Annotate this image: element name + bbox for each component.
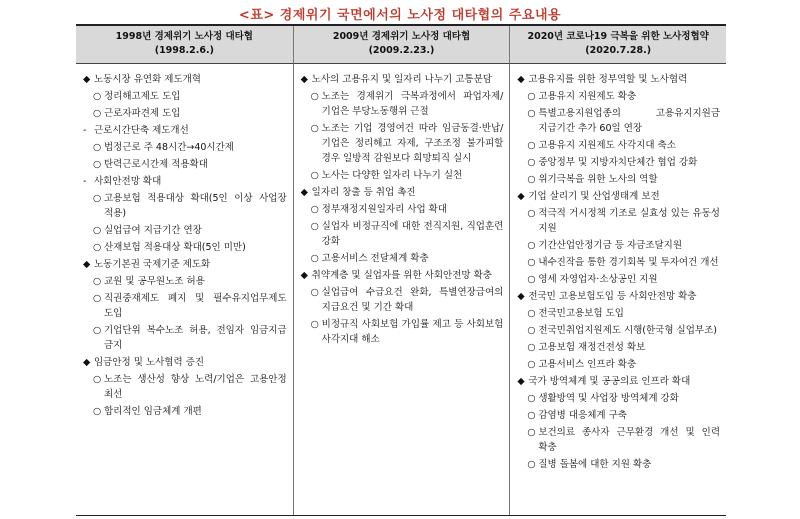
circle-bullet-icon: ○	[310, 123, 319, 134]
item-text: 기업 살리기 및 산업생태계 보전	[528, 191, 660, 202]
list-item	[517, 408, 720, 423]
circle-bullet-icon: ○	[93, 91, 102, 102]
item-text: 일자리 창출 등 취업 촉진	[311, 187, 416, 198]
column-header-1998	[76, 26, 293, 64]
item-text: 고용보험 재정건전성 확보	[538, 342, 646, 353]
circle-bullet-icon: ○	[310, 91, 319, 102]
list-item	[83, 157, 287, 172]
diamond-bullet-icon: ◆	[300, 270, 308, 281]
list-item	[83, 191, 287, 221]
dash-bullet-icon: -	[83, 125, 87, 136]
diamond-bullet-icon: ◆	[83, 74, 91, 85]
item-text: 근로시간단축 제도개선	[94, 125, 189, 136]
circle-bullet-icon: ○	[527, 174, 536, 185]
list-item	[301, 89, 504, 119]
circle-bullet-icon: ○	[93, 142, 102, 153]
item-text: 실업자 비정규직에 대한 전직지원, 직업훈련 강화	[321, 221, 504, 247]
header-date: (1998.2.6.)	[154, 45, 214, 56]
item-text: 내수진작을 통한 경기회복 및 투자여건 개선	[538, 257, 719, 268]
item-text: 생활방역 및 사업장 방역체계 강화	[538, 393, 679, 404]
list-item	[517, 106, 720, 136]
list-item	[83, 274, 287, 289]
item-text: 노사의 고용유지 및 일자리 나누기 고통분담	[311, 74, 492, 85]
item-text: 노조는 경제위기 극복과정에서 파업자제/기업은 부당노동행위 근절	[321, 91, 504, 117]
item-text: 감염병 대응체계 구축	[538, 410, 627, 421]
sub-heading	[83, 174, 287, 189]
list-item	[517, 138, 720, 153]
column-header-2009	[293, 26, 510, 64]
diamond-bullet-icon: ◆	[517, 376, 525, 387]
list-item	[83, 106, 287, 121]
item-text: 전국민고용보험 도입	[538, 308, 624, 319]
item-text: 기간산업안정기금 등 자금조달지원	[538, 240, 683, 251]
item-text: 고용유지를 위한 정부역할 및 노사협력	[528, 74, 688, 85]
item-text: 중앙정부 및 지방자치단체간 협업 강화	[538, 157, 698, 168]
list-item	[517, 391, 720, 406]
circle-bullet-icon: ○	[93, 293, 102, 304]
list-item	[517, 89, 720, 104]
circle-bullet-icon: ○	[93, 193, 102, 204]
item-text: 특별고용지원업종의 고용유지지원금 지급기간 추가 60일 연장	[538, 108, 720, 134]
item-text: 노조는 기업 경영여건 따라 임금동결·반납/기업은 정리해고 자제, 구조조정 불가피할 경우 일방적 감원보다 희망퇴직 실시	[321, 123, 504, 164]
item-text: 보건의료 종사자 근무환경 개선 및 인력 확충	[538, 427, 720, 453]
column-body-1998	[76, 64, 293, 515]
list-item	[517, 425, 720, 455]
list-item	[301, 121, 504, 166]
diamond-bullet-icon: ◆	[517, 191, 525, 202]
diamond-bullet-icon: ◆	[83, 259, 91, 270]
circle-bullet-icon: ○	[310, 253, 319, 264]
header-title: 1998년 경제위기 노사정 대타협	[115, 31, 253, 42]
list-item	[83, 323, 287, 353]
item-text: 실업급여 수급요건 완화, 특별연장급여의 지급요건 및 기간 확대	[321, 287, 504, 313]
list-item	[517, 238, 720, 253]
item-text: 노동시장 유연화 제도개혁	[94, 74, 201, 85]
list-item	[83, 240, 287, 255]
circle-bullet-icon: ○	[310, 287, 319, 298]
item-text: 직권중재제도 폐지 및 필수유지업무제도 도입	[104, 293, 287, 319]
item-text: 고용서비스 전달체계 확충	[321, 253, 429, 264]
item-text: 질병 돌봄에 대한 지원 확충	[538, 459, 652, 470]
header-date: (2020.7.28.)	[585, 45, 652, 56]
section-heading	[301, 268, 504, 283]
circle-bullet-icon: ○	[93, 225, 102, 236]
circle-bullet-icon: ○	[527, 359, 536, 370]
circle-bullet-icon: ○	[527, 325, 536, 336]
circle-bullet-icon: ○	[527, 459, 536, 470]
item-text: 노동기본권 국제기준 제도화	[94, 259, 211, 270]
circle-bullet-icon: ○	[93, 242, 102, 253]
item-text: 근로자파견제 도입	[104, 108, 181, 119]
circle-bullet-icon: ○	[527, 393, 536, 404]
list-item	[301, 285, 504, 315]
table-title: <표> 경제위기 국면에서의 노사정 대타협의 주요내용	[238, 8, 562, 23]
circle-bullet-icon: ○	[527, 240, 536, 251]
column-body-2020	[509, 64, 726, 515]
item-text: 고용서비스 인프라 확충	[538, 359, 637, 370]
section-heading	[517, 289, 720, 304]
column-header-2020	[509, 26, 726, 64]
agreement-table	[76, 24, 726, 516]
item-text: 전국민 고용보험도입 등 사회안전망 확충	[528, 291, 697, 302]
item-text: 임금안정 및 노사협력 증진	[94, 357, 205, 368]
section-heading	[83, 257, 287, 272]
list-item	[83, 223, 287, 238]
list-item	[517, 323, 720, 338]
item-text: 취약계층 및 실업자를 위한 사회안전망 확충	[311, 270, 492, 281]
list-item	[301, 202, 504, 217]
list-item	[83, 140, 287, 155]
item-text: 정리해고제도 도입	[104, 91, 181, 102]
diamond-bullet-icon: ◆	[517, 291, 525, 302]
list-item	[517, 357, 720, 372]
circle-bullet-icon: ○	[527, 208, 536, 219]
list-item	[517, 155, 720, 170]
item-text: 고용유지 지원제도 확충	[538, 91, 637, 102]
circle-bullet-icon: ○	[93, 108, 102, 119]
list-item	[301, 219, 504, 249]
header-date: (2009.2.23.)	[368, 45, 435, 56]
list-item	[517, 272, 720, 287]
diamond-bullet-icon: ◆	[300, 74, 308, 85]
circle-bullet-icon: ○	[310, 204, 319, 215]
list-item	[517, 457, 720, 472]
list-item	[517, 340, 720, 355]
list-item	[83, 372, 287, 402]
item-text: 사회안전망 확대	[94, 176, 162, 187]
circle-bullet-icon: ○	[527, 274, 536, 285]
item-text: 전국민취업지원제도 시행(한국형 실업부조)	[538, 325, 717, 336]
circle-bullet-icon: ○	[527, 257, 536, 268]
header-title: 2020년 코로나19 극복을 위한 노사정협약	[527, 31, 709, 42]
section-heading	[301, 72, 504, 87]
circle-bullet-icon: ○	[527, 308, 536, 319]
list-item	[517, 206, 720, 236]
circle-bullet-icon: ○	[310, 170, 319, 181]
section-heading	[517, 189, 720, 204]
circle-bullet-icon: ○	[93, 276, 102, 287]
item-text: 합리적인 임금체계 개편	[104, 406, 202, 417]
circle-bullet-icon: ○	[93, 325, 102, 336]
section-heading	[83, 72, 287, 87]
item-text: 노사는 다양한 일자리 나누기 실천	[321, 170, 463, 181]
item-text: 노조는 생산성 향상 노력/기업은 고용안정 최선	[104, 374, 287, 400]
item-text: 산재보험 적용대상 확대(5인 미만)	[104, 242, 246, 253]
circle-bullet-icon: ○	[93, 374, 102, 385]
item-text: 국가 방역체계 및 공공의료 인프라 확대	[528, 376, 691, 387]
circle-bullet-icon: ○	[527, 140, 536, 151]
section-heading	[517, 374, 720, 389]
header-title: 2009년 경제위기 노사정 대타협	[332, 31, 471, 42]
list-item	[517, 255, 720, 270]
dash-bullet-icon: -	[83, 176, 87, 187]
circle-bullet-icon: ○	[527, 91, 536, 102]
item-text: 비정규직 사회보험 가입률 제고 등 사회보험 사각지대 해소	[321, 319, 504, 345]
list-item	[301, 251, 504, 266]
circle-bullet-icon: ○	[310, 319, 319, 330]
list-item	[83, 404, 287, 419]
diamond-bullet-icon: ◆	[83, 357, 91, 368]
circle-bullet-icon: ○	[310, 221, 319, 232]
section-heading	[301, 185, 504, 200]
item-text: 영세 자영업자·소상공인 지원	[538, 274, 658, 285]
sub-heading	[83, 123, 287, 138]
circle-bullet-icon: ○	[93, 159, 102, 170]
list-item	[83, 89, 287, 104]
circle-bullet-icon: ○	[527, 108, 536, 119]
section-heading	[83, 355, 287, 370]
circle-bullet-icon: ○	[527, 157, 536, 168]
item-text: 교원 및 공무원노조 허용	[104, 276, 205, 287]
diamond-bullet-icon: ◆	[300, 187, 308, 198]
circle-bullet-icon: ○	[527, 410, 536, 421]
item-text: 법정근로 주 48시간→40시간제	[104, 142, 234, 153]
item-text: 고용유지 지원제도 사각지대 축소	[538, 140, 676, 151]
item-text: 실업급여 지급기간 연장	[104, 225, 202, 236]
item-text: 적극적 거시정책 기조로 실효성 있는 유동성 지원	[538, 208, 720, 234]
section-heading	[517, 72, 720, 87]
diamond-bullet-icon: ◆	[517, 74, 525, 85]
column-body-2009	[293, 64, 510, 515]
list-item	[517, 172, 720, 187]
item-text: 기업단위 복수노조 허용, 전임자 임금지급 금지	[104, 325, 287, 351]
list-item	[301, 317, 504, 347]
circle-bullet-icon: ○	[93, 406, 102, 417]
item-text: 탄력근로시간제 적용확대	[104, 159, 208, 170]
list-item	[301, 168, 504, 183]
circle-bullet-icon: ○	[527, 342, 536, 353]
list-item	[517, 306, 720, 321]
item-text: 정부재정지원일자리 사업 확대	[321, 204, 447, 215]
list-item	[83, 291, 287, 321]
item-text: 위기극복을 위한 노사의 역할	[538, 174, 658, 185]
circle-bullet-icon: ○	[527, 427, 536, 438]
item-text: 고용보험 적용대상 확대(5인 이상 사업장 적용)	[104, 193, 287, 219]
